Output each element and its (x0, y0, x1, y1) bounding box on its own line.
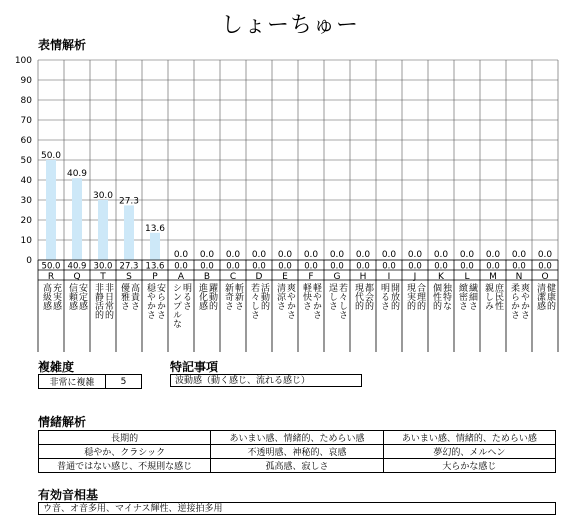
data-label: 0.0 (511, 250, 527, 260)
category-description: 斬新さ (233, 283, 243, 310)
table-value-label: 40.9 (67, 261, 87, 272)
category-description: 健康的 (545, 283, 555, 310)
category-label: S (126, 272, 132, 282)
y-tick-label: 60 (20, 136, 32, 146)
data-label: 0.0 (303, 250, 319, 260)
table-value-label: 30.0 (93, 261, 113, 272)
table-cell: 不透明感、神秘的、哀感 (211, 445, 383, 459)
data-label: 0.0 (433, 250, 449, 260)
table-value-label: 0.0 (408, 261, 422, 272)
category-description: 現実的 (405, 283, 415, 310)
data-label: 13.6 (144, 223, 166, 234)
category-description: 親しみ (483, 283, 493, 310)
y-tick-label: 20 (20, 216, 32, 226)
category-description: 爽やかさ (285, 283, 295, 319)
table-value-label: 0.0 (434, 261, 448, 272)
category-description: 安らかさ (155, 283, 165, 319)
y-tick-label: 40 (20, 176, 32, 186)
category-description: 開放的 (389, 283, 399, 310)
y-tick-label: 0 (26, 256, 32, 266)
category-description: 清潔感 (535, 283, 545, 310)
table-row (39, 431, 556, 445)
category-description: 非日常的 (103, 283, 113, 319)
special-text: 波動感（動く感じ、流れる感じ） (170, 374, 362, 387)
y-tick-label: 90 (20, 76, 32, 86)
category-description: 独特な (441, 283, 451, 310)
effective-text: ウ音、オ音多用、マイナス輝性、逆接拍多用 (38, 502, 556, 515)
category-description: 高級感 (41, 283, 51, 310)
table-row (39, 459, 556, 473)
table-value-label: 0.0 (356, 261, 370, 272)
category-description: 若々しさ (249, 283, 259, 319)
category-label: C (229, 272, 237, 282)
category-description: シンプルな (171, 283, 181, 328)
table-value-label: 0.0 (512, 261, 526, 272)
table-value-label: 0.0 (330, 261, 344, 272)
category-description: 庶民性 (493, 283, 503, 310)
category-description: 明るさ (181, 283, 191, 310)
bar (72, 178, 82, 260)
table-value-label: 0.0 (278, 261, 292, 272)
emotion-heading: 情緒解析 (38, 415, 87, 429)
category-description: 合理的 (415, 283, 425, 310)
category-description: 非静活的 (93, 283, 103, 319)
complexity-value: 5 (106, 375, 142, 389)
category-description: 柔らかさ (509, 283, 519, 319)
category-label: J (413, 272, 417, 282)
table-cell: 穏やか、クラシック (39, 445, 211, 459)
category-label: F (308, 272, 314, 282)
table-value-label: 0.0 (226, 261, 240, 272)
data-label: 27.3 (118, 196, 140, 207)
category-description: 活動的 (259, 283, 269, 310)
category-description: 若々しさ (337, 283, 347, 319)
bar (46, 160, 56, 260)
category-label: N (515, 272, 523, 282)
data-label: 50.0 (40, 151, 62, 161)
category-label: O (541, 272, 549, 282)
table-value-label: 0.0 (174, 261, 188, 272)
table-value-label: 0.0 (382, 261, 396, 272)
table-cell: 長期的 (39, 431, 211, 445)
table-cell: 大らかな感じ (383, 459, 555, 473)
table-value-label: 0.0 (304, 261, 318, 272)
category-description: 進化感 (197, 283, 207, 310)
category-description: 安定感 (77, 283, 87, 310)
complexity-label: 非常に複雑 (39, 375, 106, 389)
category-description: 個性的 (431, 283, 441, 310)
data-label: 0.0 (329, 250, 345, 260)
table-cell: 夢幻的、メルヘン (383, 445, 555, 459)
table-value-label: 0.0 (200, 261, 214, 272)
category-description: 清涼さ (275, 283, 285, 310)
category-description: 新奇さ (223, 283, 233, 310)
page-title: しょーちゅー (220, 13, 359, 38)
data-label: 0.0 (381, 250, 397, 260)
category-description: 現代的 (353, 283, 363, 310)
category-description: 緻密さ (457, 283, 467, 310)
expression-heading: 表情解析 (38, 38, 87, 52)
data-label: 0.0 (251, 250, 267, 260)
category-label: M (489, 272, 497, 282)
table-value-label: 0.0 (538, 261, 552, 272)
table-cell: 普通ではない感じ、不規則な感じ (39, 459, 211, 473)
effective-heading: 有効音相基 (38, 488, 99, 502)
category-description: 充実感 (51, 283, 61, 310)
category-label: L (464, 272, 470, 282)
data-label: 0.0 (173, 250, 189, 260)
y-tick-label: 30 (20, 196, 32, 206)
category-description: 信頼感 (67, 283, 77, 310)
category-label: R (47, 272, 55, 282)
data-label: 40.9 (66, 169, 88, 180)
table-value-label: 50.0 (41, 261, 61, 272)
category-label: P (152, 272, 158, 282)
category-description: 穏やかさ (145, 283, 155, 319)
table-value-label: 0.0 (486, 261, 500, 272)
category-label: D (255, 272, 263, 282)
table-cell: あいまい感、情緒的、ためらい感 (383, 431, 555, 445)
category-description: 爽やかさ (519, 283, 529, 319)
data-label: 30.0 (92, 191, 114, 201)
category-label: I (387, 272, 391, 282)
data-label: 0.0 (277, 250, 293, 260)
category-label: A (177, 272, 185, 282)
y-tick-label: 80 (20, 96, 32, 106)
category-description: 優雅さ (119, 283, 129, 310)
y-tick-label: 100 (14, 56, 32, 66)
bar (124, 205, 134, 260)
data-label: 0.0 (199, 250, 215, 260)
data-label: 0.0 (537, 250, 553, 260)
data-label: 0.0 (459, 250, 475, 260)
category-label: Q (73, 272, 81, 282)
category-label: H (359, 272, 367, 282)
bar (98, 200, 108, 260)
table-row (39, 445, 556, 459)
emotion-table (38, 430, 556, 473)
category-description: 軽快さ (301, 283, 311, 310)
y-tick-label: 50 (20, 156, 32, 166)
complexity-table (38, 374, 142, 389)
data-label: 0.0 (485, 250, 501, 260)
category-label: G (333, 272, 341, 282)
table-value-label: 13.6 (145, 261, 165, 272)
y-tick-label: 10 (20, 236, 32, 246)
category-label: K (438, 272, 444, 282)
category-description: 躍動的 (207, 283, 217, 310)
data-label: 0.0 (407, 250, 423, 260)
category-description: 明るさ (379, 283, 389, 310)
expression-chart (0, 50, 580, 355)
category-description: 高貴さ (129, 283, 139, 310)
table-value-label: 0.0 (460, 261, 474, 272)
table-cell: あいまい感、情緒的、ためらい感 (211, 431, 383, 445)
complexity-heading: 複雑度 (38, 360, 75, 374)
table-value-label: 27.3 (119, 261, 139, 272)
category-label: B (203, 272, 211, 282)
data-label: 0.0 (225, 250, 241, 260)
table-value-label: 0.0 (252, 261, 266, 272)
bar (150, 233, 160, 260)
category-description: 都会的 (363, 283, 373, 310)
y-tick-label: 70 (20, 116, 32, 126)
category-description: 軽やかさ (311, 283, 321, 319)
category-description: 繊細さ (467, 283, 477, 310)
category-description: 逞しさ (327, 283, 337, 310)
category-label: E (282, 272, 288, 282)
table-cell: 孤高感、寂しさ (211, 459, 383, 473)
category-label: T (100, 272, 106, 282)
special-heading: 特記事項 (170, 360, 219, 374)
data-label: 0.0 (355, 250, 371, 260)
